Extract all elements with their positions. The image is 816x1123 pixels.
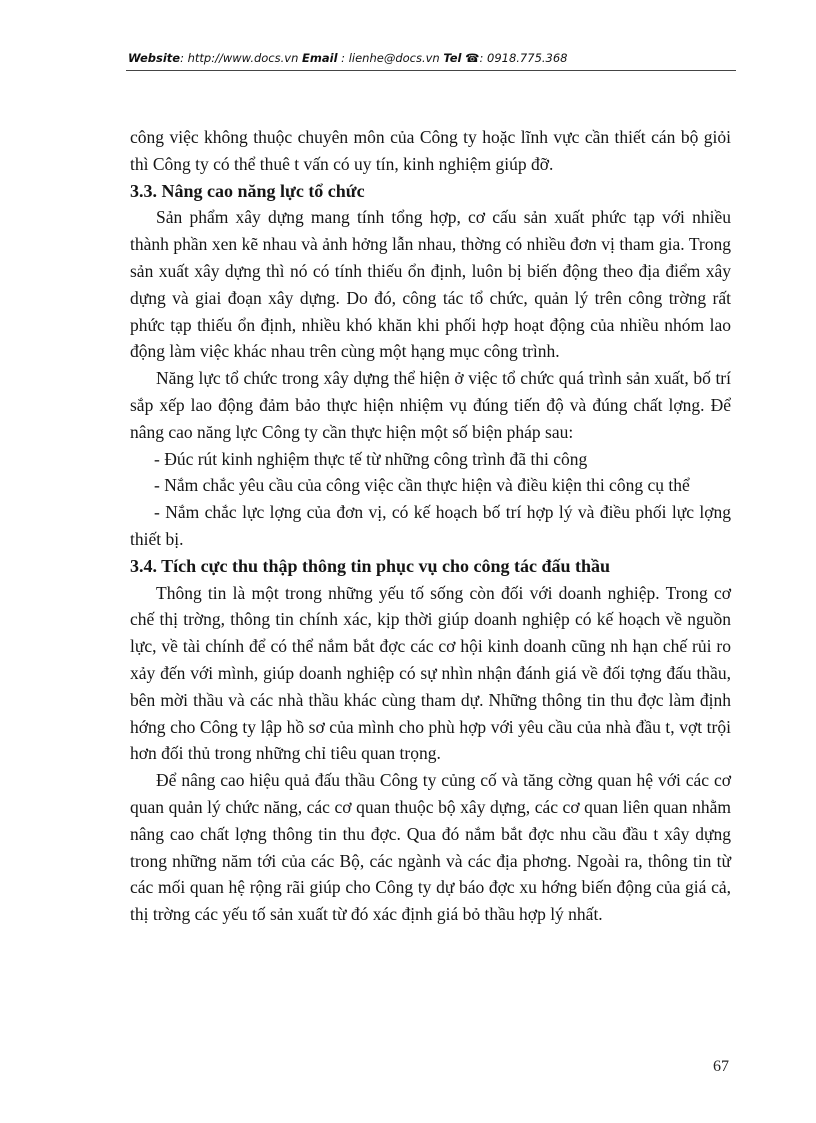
document-body bbox=[130, 124, 731, 928]
bullet-item: - Nắm chắc yêu cầu của công việc cần thực hiện và điều kiện thi công cụ thể bbox=[154, 475, 690, 496]
paragraph-organizational-capacity: Năng lực tổ chức trong xây dựng thể hiện ở việc tổ chức quá trình sản xuất, bố trí sắp xếp lao động đảm bảo thực hiện nhiệm vụ đúng tiến độ và đúng chất lợng. Để nâng cao năng lực Công ty cần thực hiện một số biện pháp sau: bbox=[130, 368, 731, 442]
bullet-item: - Đúc rút kinh nghiệm thực tế từ những công trình đã thi công bbox=[154, 448, 588, 469]
phone-icon: ☎ bbox=[465, 51, 480, 65]
page-header bbox=[128, 50, 734, 66]
section-heading-3-4: 3.4. Tích cực thu thập thông tin phục vụ cho công tác đấu thầu bbox=[130, 555, 611, 576]
page-number: 67 bbox=[713, 1058, 729, 1075]
bullet-item: - Nắm chắc lực lợng của đơn vị, có kế hoạch bố trí hợp lý và điều phối lực lợng thiết bị. bbox=[130, 502, 731, 549]
header-divider bbox=[126, 70, 736, 71]
tel-label: Tel bbox=[443, 51, 462, 65]
tel-value: : 0918.775.368 bbox=[479, 51, 568, 65]
paragraph-information: Thông tin là một trong những yếu tố sống còn đối với doanh nghiệp. Trong cơ chế thị trờng, thông tin chính xác, kịp thời giúp doanh nghiệp có kế hoạch về nguồn lực, về tài chính để có thể nắm bắt đợc các cơ hội kinh doanh cũng nh hạn chế rủi ro xảy đến với mình, giúp doanh nghiệp có sự nhìn nhận đánh giá về đối tợng đấu thầu, bên mời thầu và các nhà thầu khác cùng tham dự. Những thông tin thu đợc làm định hớng cho Công ty lập hồ sơ của mình cho phù hợp với yêu cầu của nhà đầu t, vợt trội hơn đối thủ trong những chỉ tiêu quan trọng. bbox=[130, 582, 731, 764]
email-value: : lienhe@docs.vn bbox=[341, 51, 440, 65]
paragraph-continuation: công việc không thuộc chuyên môn của Công ty hoặc lĩnh vực cần thiết cán bộ giỏi thì Công ty có thể thuê t vấn có uy tín, kinh nghiệm giúp đỡ. bbox=[130, 127, 731, 174]
paragraph-construction-products: Sản phẩm xây dựng mang tính tổng hợp, cơ cấu sản xuất phức tạp với nhiều thành phần xen kẽ nhau và ảnh hởng lẫn nhau, thờng có nhiều đơn vị tham gia. Trong sản xuất xây dựng thì nó có tính thiếu ổn định, luôn bị biến động theo địa điểm xây dựng và giai đoạn xây dựng. Do đó, công tác tổ chức, quản lý trên công trờng rất phức tạp thiếu ổn định, nhiều khó khăn khi phối hợp hoạt động của nhiều nhóm lao động làm việc khác nhau trên cùng một hạng mục công trình. bbox=[130, 207, 731, 362]
email-label: Email bbox=[302, 51, 338, 65]
paragraph-bidding-efficiency: Để nâng cao hiệu quả đấu thầu Công ty củng cố và tăng cờng quan hệ với các cơ quan quản lý chức năng, các cơ quan thuộc bộ xây dựng, các cơ quan liên quan nhằm nâng cao chất lợng thông tin thu đợc. Qua đó nắm bắt đợc nhu cầu đầu t xây dựng trong những năm tới của các Bộ, các ngành và các địa phơng. Ngoài ra, thông tin từ các mối quan hệ rộng rãi giúp cho Công ty dự báo đợc xu hớng biến động của giá cả, thị trờng các yếu tố sản xuất từ đó xác định giá bỏ thầu hợp lý nhất. bbox=[130, 770, 731, 925]
website-value: : http://www.docs.vn bbox=[180, 51, 299, 65]
section-heading-3-3: 3.3. Nâng cao năng lực tổ chức bbox=[130, 180, 365, 201]
website-label: Website bbox=[128, 51, 181, 65]
